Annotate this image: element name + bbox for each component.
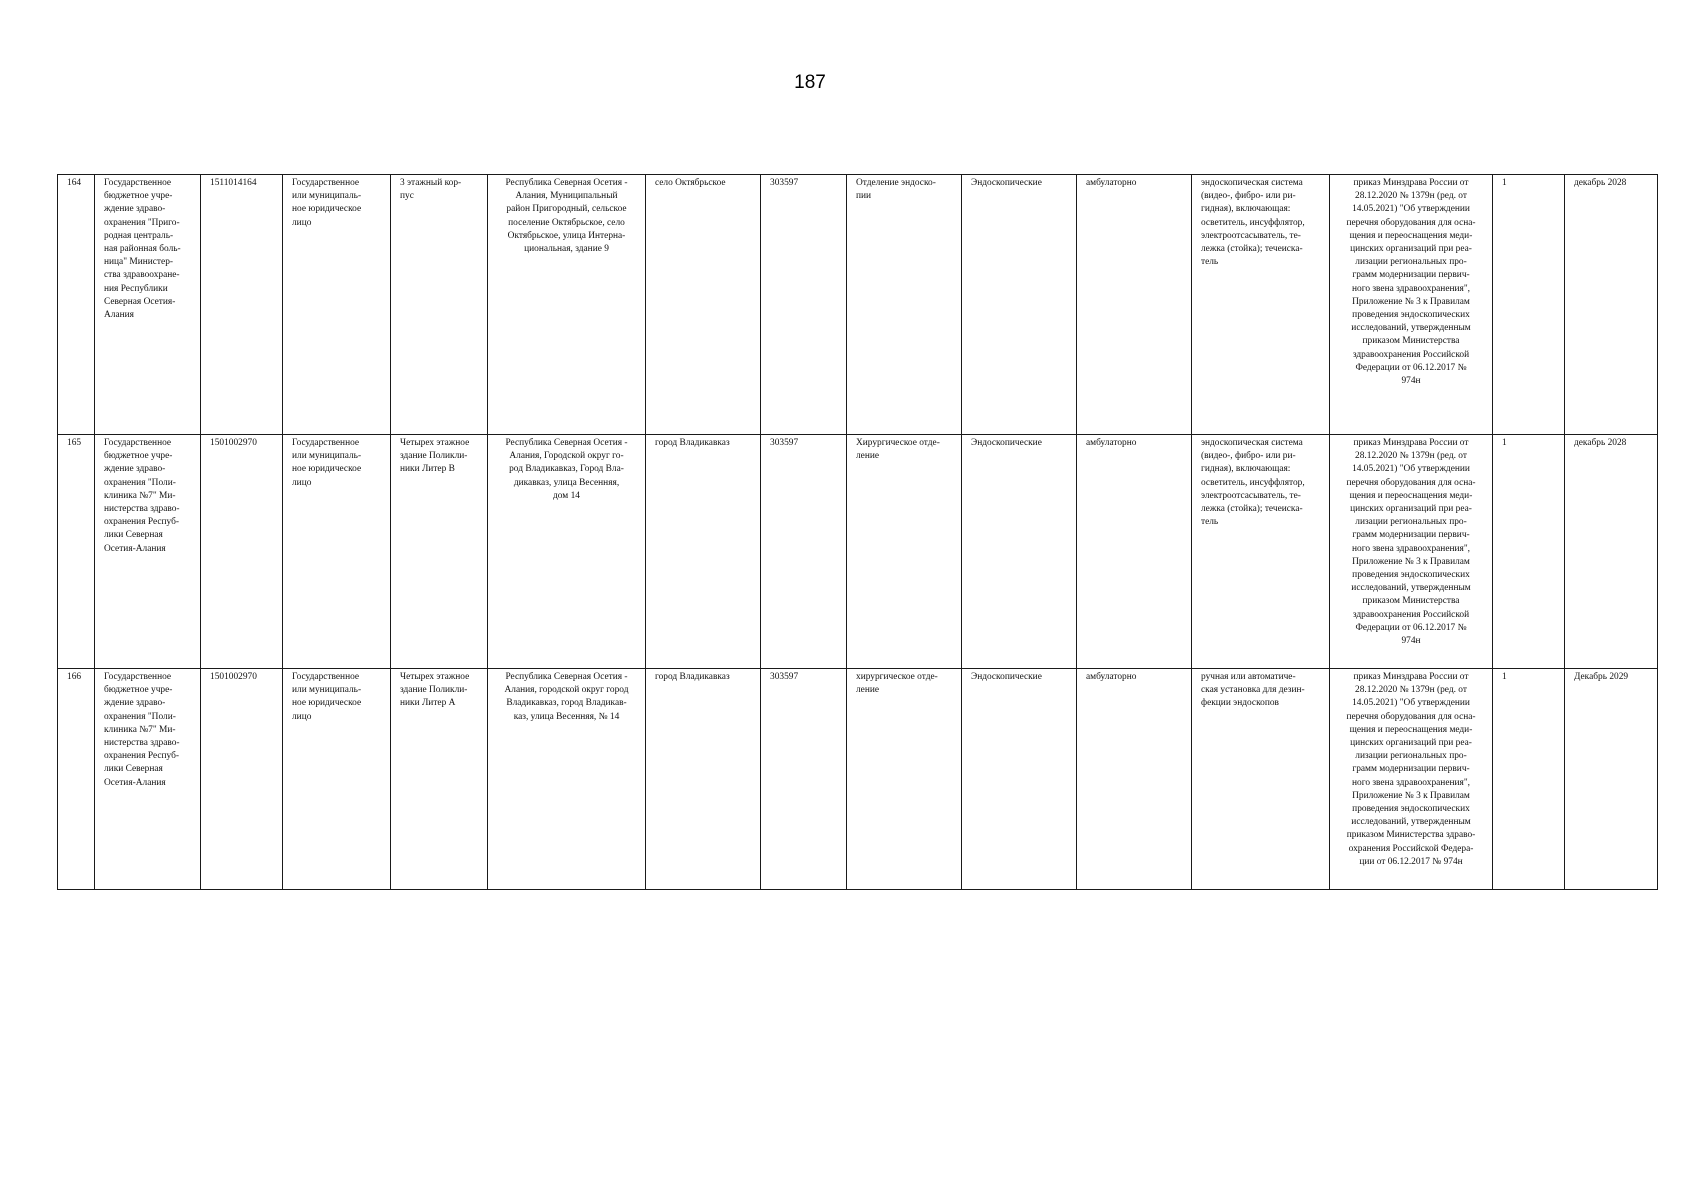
table-row	[58, 669, 1658, 890]
research-type-cell: Эндоскопические	[962, 175, 1077, 435]
date-cell: Декабрь 2029	[1565, 669, 1658, 890]
code-cell: 303597	[761, 175, 847, 435]
equipment-cell: эндоскопическая система (видео-, фибро- или ри- гидная), включающая: осветитель, инсуффлятор, электроотсасыватель, те- лежка (стойка); течеиска- тель	[1192, 435, 1330, 669]
row-number-cell: 164	[58, 175, 95, 435]
address-cell: Республика Северная Осетия - Алания, Муниципальный район Пригородный, сельское поселение Октябрьское, село Октябрьское, улица Интерна- циональная, здание 9	[488, 175, 646, 435]
legal-form-cell: Государственное или муниципаль- ное юридическое лицо	[283, 175, 391, 435]
address-cell: Республика Северная Осетия - Алания, городской округ город Владикавказ, город Владикав- каз, улица Весенняя, № 14	[488, 669, 646, 890]
legal-form-cell: Государственное или муниципаль- ное юридическое лицо	[283, 435, 391, 669]
organization-cell: Государственное бюджетное учре- ждение здраво- охранения "Приго- родная централь- ная районная боль- ница" Министер- ства здравоохране- ния Республики Северная Осетия- Алания	[95, 175, 201, 435]
code-cell: 303597	[761, 435, 847, 669]
equipment-registry-table	[57, 174, 1658, 890]
building-cell: Четырех этажное здание Поликли- ники Литер А	[391, 669, 488, 890]
organization-cell: Государственное бюджетное учре- ждение здраво- охранения "Поли- клиника №7" Ми- нистерства здраво- охранения Респуб- лики Северная Осетия-Алания	[95, 435, 201, 669]
department-cell: Хирургическое отде- ление	[847, 435, 962, 669]
row-number-cell: 166	[58, 669, 95, 890]
building-cell: 3 этажный кор- пус	[391, 175, 488, 435]
equipment-cell: эндоскопическая система (видео-, фибро- или ри- гидная), включающая: осветитель, инсуффлятор, электроотсасыватель, те- лежка (стойка); течеиска- тель	[1192, 175, 1330, 435]
inn-cell: 1501002970	[201, 669, 283, 890]
date-cell: декабрь 2028	[1565, 435, 1658, 669]
locality-cell: город Владикавказ	[646, 435, 761, 669]
department-cell: хирургическое отде- ление	[847, 669, 962, 890]
table-row	[58, 435, 1658, 669]
quantity-cell: 1	[1493, 669, 1565, 890]
building-cell: Четырех этажное здание Поликли- ники Литер В	[391, 435, 488, 669]
inn-cell: 1511014164	[201, 175, 283, 435]
page-number: 187	[794, 72, 826, 93]
date-cell: декабрь 2028	[1565, 175, 1658, 435]
condition-cell: амбулаторно	[1077, 669, 1192, 890]
locality-cell: город Владикавказ	[646, 669, 761, 890]
legal-basis-cell: приказ Минздрава России от 28.12.2020 № 1379н (ред. от 14.05.2021) "Об утверждении перечня оборудования для осна- щения и переоснащения меди- цинских организаций при реа- лизации региональных про- грамм модернизации первич- ного звена здравоохранения", Приложение № 3 к Правилам проведения эндоскопических исследований, утвержденным приказом Министерства здраво- охранения Российской Федера- ции от 06.12.2017 № 974н	[1330, 669, 1493, 890]
equipment-cell: ручная или автоматиче- ская установка для дезин- фекции эндоскопов	[1192, 669, 1330, 890]
inn-cell: 1501002970	[201, 435, 283, 669]
condition-cell: амбулаторно	[1077, 175, 1192, 435]
row-number-cell: 165	[58, 435, 95, 669]
table-row	[58, 175, 1658, 435]
legal-form-cell: Государственное или муниципаль- ное юридическое лицо	[283, 669, 391, 890]
address-cell: Республика Северная Осетия - Алания, Городской округ го- род Владикавказ, Город Вла- дикавказ, улица Весенняя, дом 14	[488, 435, 646, 669]
quantity-cell: 1	[1493, 175, 1565, 435]
code-cell: 303597	[761, 669, 847, 890]
legal-basis-cell: приказ Минздрава России от 28.12.2020 № 1379н (ред. от 14.05.2021) "Об утверждении перечня оборудования для осна- щения и переоснащения меди- цинских организаций при реа- лизации региональных про- грамм модернизации первич- ного звена здравоохранения", Приложение № 3 к Правилам проведения эндоскопических исследований, утвержденным приказом Министерства здравоохранения Российской Федерации от 06.12.2017 № 974н	[1330, 435, 1493, 669]
quantity-cell: 1	[1493, 435, 1565, 669]
research-type-cell: Эндоскопические	[962, 669, 1077, 890]
organization-cell: Государственное бюджетное учре- ждение здраво- охранения "Поли- клиника №7" Ми- нистерства здраво- охранения Респуб- лики Северная Осетия-Алания	[95, 669, 201, 890]
research-type-cell: Эндоскопические	[962, 435, 1077, 669]
department-cell: Отделение эндоско- пии	[847, 175, 962, 435]
locality-cell: село Октябрьское	[646, 175, 761, 435]
legal-basis-cell: приказ Минздрава России от 28.12.2020 № 1379н (ред. от 14.05.2021) "Об утверждении перечня оборудования для осна- щения и переоснащения меди- цинских организаций при реа- лизации региональных про- грамм модернизации первич- ного звена здравоохранения", Приложение № 3 к Правилам проведения эндоскопических исследований, утвержденным приказом Министерства здравоохранения Российской Федерации от 06.12.2017 № 974н	[1330, 175, 1493, 435]
condition-cell: амбулаторно	[1077, 435, 1192, 669]
